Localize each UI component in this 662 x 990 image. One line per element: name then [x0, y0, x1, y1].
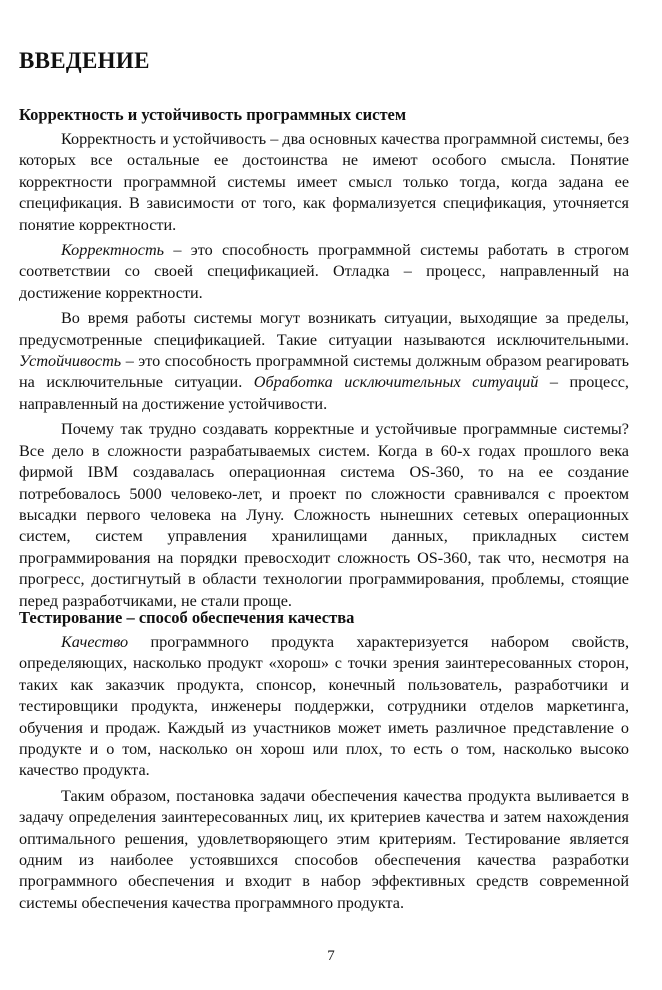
chapter-heading: ВВЕДЕНИЕ [19, 48, 150, 73]
section-title: Тестирование – способ обеспечения качества [19, 608, 355, 627]
paragraph: Почему так трудно создавать корректные и устойчивые программные системы? Все дело в сложности разрабатываемых систем. Когда в 60-х годах прошлого века фирмой IBM создавалась операционная система OS-360, то на ее создание потребовалось 5000 человеко-лет, и проект по сложности сравнивался с проектом высадки первого человека на Луну. Сложность нынешних сетевых операционных систем, систем управления хранилищами данных, прикладных систем программирования на порядки превосходит сложность OS-360, так что, несмотря на прогресс, достигнутый в области технологии программирования, проблемы, стоящие перед разработчиками, не стали проще. [19, 420, 629, 610]
term: Устойчивость [19, 352, 122, 371]
paragraph-text: программного продукта характеризуется набором свойств, определяющих, насколько продукт «хорош» с точки зрения заинтересованных сторон, таких как заказчик продукта, спонсор, конечный пользователь, разработчики и тестировщики продукта, инженеры поддержки, сотрудники отделов маркетинга, обучения и продаж. Каждый из участников может иметь различное представление о продукте и о том, насколько он хорош или плох, то есть о том, насколько высоко качество продукта. [19, 633, 629, 780]
term: Корректность [61, 241, 165, 260]
paragraph-text: – это способность программной системы должным образом реагировать на исключительные ситуации. [19, 352, 629, 392]
paragraph-text: – процесс, направленный на достижение устойчивости. [19, 373, 629, 413]
paragraph-text: Во время работы системы могут возникать ситуации, выходящие за пределы, предусмотренные спецификацией. Такие ситуации называются исключительными. [19, 309, 629, 349]
section-title: Корректность и устойчивость программных систем [19, 105, 407, 124]
section-testing [19, 608, 629, 914]
page-number: 7 [327, 948, 335, 964]
paragraph [19, 632, 629, 782]
paragraph: Таким образом, постановка задачи обеспечения качества продукта выливается в задачу определения заинтересованных лиц, их критериев качества и затем нахождения оптимального решения, удовлетворяющего этим критериям. Тестирование является одним из наиболее устоявшихся способов обеспечения качества разработки программного обеспечения и входит в набор эффективных средств современной системы обеспечения качества программного продукта. [19, 786, 629, 912]
paragraph [19, 308, 629, 415]
section-correctness [19, 105, 629, 612]
term: Качество [61, 633, 129, 651]
paragraph [19, 240, 629, 304]
paragraph-text: – это способность программной системы работать в строгом соответствии со своей спецификацией. Отладка – процесс, направленный на достижение корректности. [19, 241, 629, 302]
term: Обработка исключительных ситуаций [253, 373, 539, 392]
paragraph: Корректность и устойчивость – два основных качества программной системы, без которых все остальные ее достоинства не имеют особого смысла. Понятие корректности программной системы имеет смысл только тогда, когда задана ее спецификация. В зависимости от того, как формализуется спецификация, уточняется понятие корректности. [19, 130, 629, 234]
